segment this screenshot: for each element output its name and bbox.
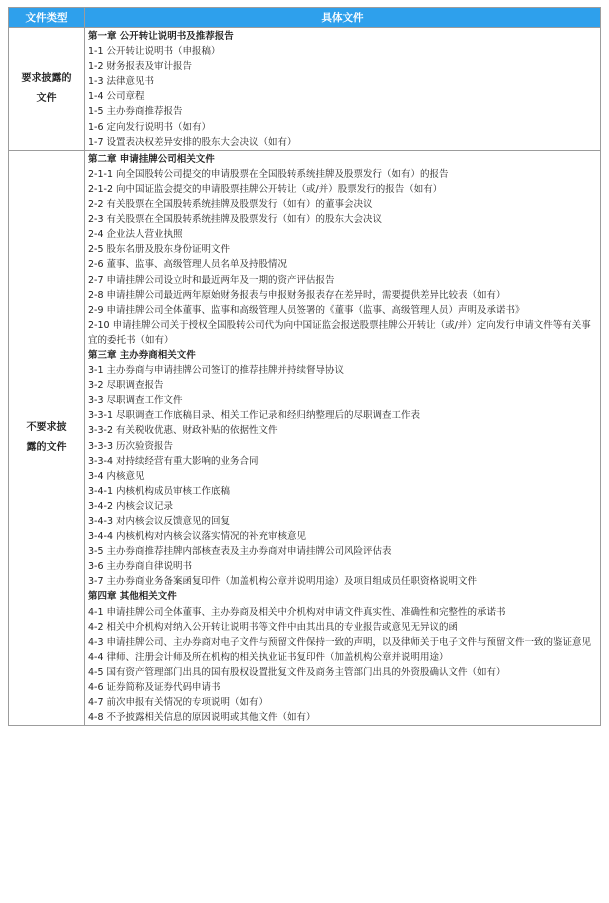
file-list-cell <box>85 150 601 726</box>
file-item: 1-3 法律意见书 <box>88 76 155 88</box>
file-item: 3-2 尽职调查报告 <box>88 380 164 392</box>
chapter-heading: 第三章 主办券商相关文件 <box>88 349 196 361</box>
file-type-label-line: 不要求披 <box>26 422 67 434</box>
header-file-type: 文件类型 <box>9 8 85 28</box>
file-item: 1-1 公开转让说明书（申报稿） <box>88 46 221 58</box>
table-row <box>9 150 601 726</box>
file-item: 3-4-3 对内核会议反馈意见的回复 <box>88 516 231 527</box>
file-item: 4-8 不予披露相关信息的原因说明或其他文件（如有） <box>88 712 316 724</box>
chapter-heading: 第一章 公开转让说明书及推荐报告 <box>88 31 234 42</box>
file-item: 3-1 主办券商与申请挂牌公司签订的推荐挂牌并持续督导协议 <box>88 365 345 377</box>
table-header-row <box>9 8 601 28</box>
file-item: 4-5 国有资产管理部门出具的国有股权设置批复文件及商务主管部门出具的外资股确认文件（如有） <box>88 666 506 678</box>
file-type-label-line: 文件 <box>36 92 57 104</box>
file-type-label-line: 要求披露的 <box>21 72 72 84</box>
file-item: 3-4 内核意见 <box>88 470 145 482</box>
file-item: 2-1-1 向全国股转公司提交的申请股票在全国股转系统挂牌及股票发行（如有）的报告 <box>88 168 449 180</box>
file-item: 4-2 相关中介机构对纳入公开转让说明书等文件中由其出具的专业报告或意见无异议的函 <box>88 621 459 633</box>
file-item: 2-7 申请挂牌公司设立时和最近两年及一期的资产评估报告 <box>88 274 335 286</box>
file-item: 4-6 证券简称及证券代码申请书 <box>88 682 221 694</box>
file-item: 2-8 申请挂牌公司最近两年原始财务报表与申报财务报表存在差异时，需要提供差异比较表（如有） <box>88 289 506 301</box>
file-item: 3-4-2 内核会议记录 <box>88 500 174 512</box>
file-item: 3-3-3 历次验资报告 <box>88 440 174 452</box>
file-item: 2-1-2 向中国证监会提交的申请股票挂牌公开转让（或/并）股票发行的报告（如有） <box>88 183 443 195</box>
file-item: 3-7 主办券商业务备案函复印件（加盖机构公章并说明用途）及项目组成员任职资格说明文件 <box>88 576 478 588</box>
file-type-label <box>9 69 84 109</box>
file-item: 4-1 申请挂牌公司全体董事、主办券商及相关中介机构对申请文件真实性、准确性和完整性的承诺书 <box>88 606 506 618</box>
file-item: 2-5 股东名册及股东身份证明文件 <box>88 244 231 256</box>
file-list-cell <box>85 28 601 151</box>
file-item: 2-10 申请挂牌公司关于授权全国股转公司代为向中国证监会报送股票挂牌公开转让（或/并）定向发行申请文件等有关事宜的委托书（如有） <box>88 319 591 346</box>
file-item: 3-4-1 内核机构成员审核工作底稿 <box>88 485 231 497</box>
file-type-cell <box>9 150 85 726</box>
file-item: 3-3-1 尽职调查工作底稿目录、相关工作记录和经归纳整理后的尽职调查工作表 <box>88 410 421 422</box>
chapter-heading: 第二章 申请挂牌公司相关文件 <box>88 153 215 165</box>
file-item: 2-6 董事、监事、高级管理人员名单及持股情况 <box>88 259 288 271</box>
file-type-label-line: 露的文件 <box>26 442 67 454</box>
file-item: 2-9 申请挂牌公司全体董事、监事和高级管理人员签署的《董事（监事、高级管理人员）声明及承诺书》 <box>88 304 525 316</box>
table-row <box>9 28 601 151</box>
file-item: 1-5 主办券商推荐报告 <box>88 106 183 118</box>
file-item: 3-5 主办券商推荐挂牌内部核查表及主办券商对申请挂牌公司风险评估表 <box>88 546 392 558</box>
file-item: 3-3-4 对持续经营有重大影响的业务合同 <box>88 455 259 467</box>
file-item: 3-4-4 内核机构对内核会议落实情况的补充审核意见 <box>88 531 307 543</box>
file-item: 1-4 公司章程 <box>88 91 145 103</box>
file-item: 4-3 申请挂牌公司、主办券商对电子文件与预留文件保持一致的声明，以及律师关于电子文件与预留文件一致的鉴证意见 <box>88 636 592 648</box>
file-type-label <box>9 418 84 458</box>
file-item: 1-6 定向发行说明书（如有） <box>88 121 212 133</box>
file-item: 2-2 有关股票在全国股转系统挂牌及股票发行（如有）的董事会决议 <box>88 199 373 211</box>
file-item: 3-3 尽职调查工作文件 <box>88 395 183 407</box>
file-type-cell <box>9 28 85 151</box>
file-item: 4-4 律师、注册会计师及所在机构的相关执业证书复印件（加盖机构公章并说明用途） <box>88 651 449 663</box>
file-item: 2-3 有关股票在全国股转系统挂牌及股票发行（如有）的股东大会决议 <box>88 214 383 226</box>
file-item: 3-3-2 有关税收优惠、财政补贴的依据性文件 <box>88 425 278 437</box>
file-item: 2-4 企业法人营业执照 <box>88 229 183 241</box>
file-item: 1-2 财务报表及审计报告 <box>88 61 193 73</box>
file-item: 4-7 前次申报有关情况的专项说明（如有） <box>88 697 269 709</box>
document-table <box>8 7 601 726</box>
file-item: 3-6 主办券商自律说明书 <box>88 561 193 573</box>
file-item: 1-7 设置表决权差异安排的股东大会决议（如有） <box>88 136 297 148</box>
chapter-heading: 第四章 其他相关文件 <box>88 591 177 603</box>
header-specific-files: 具体文件 <box>85 8 601 28</box>
